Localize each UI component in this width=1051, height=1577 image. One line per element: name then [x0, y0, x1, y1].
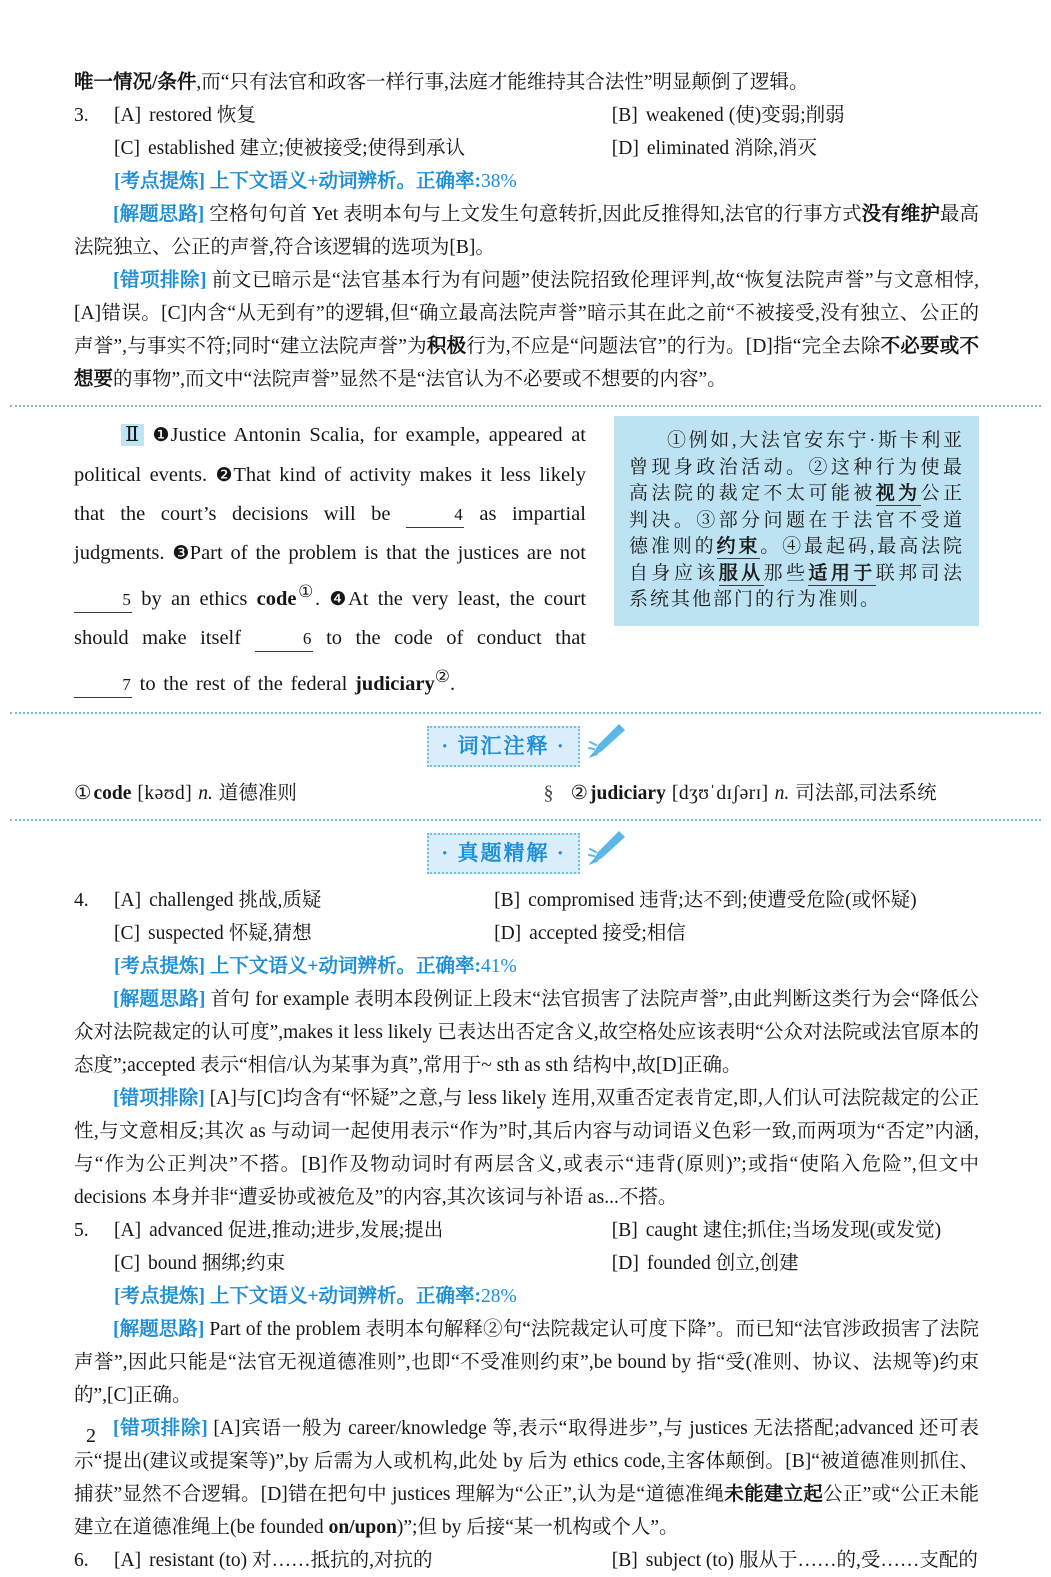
- keyword-underlined: 视为: [875, 483, 921, 504]
- option-gloss: 建立;使被接受;使得到承认: [239, 138, 465, 159]
- passage-english: Ⅱ ❶Justice Antonin Scalia, for example, appeared at political events. ❷That kind of activity makes it less likely that the court’s decisions will be 4 as impartial judgments. ❸Part of the problem is that the justices are not 5 by an ethics code①. ❹At the very least, the court should make itself 6 to the code of conduct that 7 to the rest of the federal judiciary②.: [74, 416, 586, 703]
- question-5-block: [74, 1214, 979, 1544]
- section-title: · 词汇注释 ·: [427, 726, 580, 767]
- intro-paragraph: [74, 66, 979, 99]
- elimination-paragraph: [错项排除] 前文已暗示是“法官基本行为有问题”使法院招致伦理评判,故“恢复法院声誉”与文意相悖,[A]错误。[C]内含“从无到有”的逻辑,但“确立最高法院声誉”暗示其在此之前“不被接受,没有独立、公正的声誉”,与事实不符;同时“建立法院声誉”为积极行为,不应是“问题法官”的行为。[D]指“完全去除不必要或不想要的事物”,而文中“法院声誉”显然不是“法官认为不必要或不想要的内容”。: [74, 270, 979, 390]
- accuracy-rate: 41%: [481, 956, 517, 978]
- glossed-word: judiciary: [354, 672, 435, 695]
- translation-text: ①例如,大法官安东宁·斯卡利亚曾现身政治活动。②这种行为使最高法院的裁定不太可能被视为公正判决。③部分问题在于法官不受道德准则的约束。④最起码,最高法院自身应该服从那些适用于联邦司法系统其他部门的行为准则。: [629, 430, 964, 610]
- option-label: [B]: [611, 105, 638, 126]
- solution-label: [解题思路]: [113, 989, 206, 1011]
- cloze-blank-7: 7: [74, 675, 132, 698]
- option-word: established: [148, 138, 235, 159]
- elimination-label: [错项排除]: [113, 1418, 208, 1440]
- solution-paragraph: [解题思路] 首句 for example 表明本段例证上段末“法官损害了法院声誉”,由此判断这类行为会“降低公众对法院裁定的认可度”,makes it less likely 已表达出否定含义,故空格处应该表明“公众对法院或法官原本的态度”;accepted 表示“相信/认为某事为真”,常用于~ sth as sth 结构中,故[D]正确。: [74, 989, 979, 1077]
- option-word: weakened: [645, 105, 724, 126]
- footnote-ref: ①: [296, 582, 315, 601]
- option-label: [D]: [611, 138, 639, 159]
- vocab-phonetic: [dʒʊˈdɪʃərɪ]: [671, 783, 769, 805]
- option-row: [74, 917, 979, 950]
- question-number: 4.: [74, 890, 89, 912]
- passage-section: [74, 416, 979, 703]
- vocab-pos: n.: [774, 783, 790, 805]
- sentence-number: ❶: [152, 425, 171, 446]
- section-header-vocab: [74, 723, 979, 771]
- vocab-number: ①: [74, 783, 92, 805]
- option-d: [D] accepted 接受;相信: [494, 923, 686, 945]
- vocab-phonetic: [kəʊd]: [137, 783, 193, 805]
- cloze-blank-5: 5: [74, 590, 132, 613]
- dotted-separator: [10, 819, 1041, 821]
- dotted-separator: [10, 405, 1041, 407]
- accuracy-rate: 38%: [481, 171, 517, 192]
- elimination-paragraph: [错项排除] [A]与[C]均含有“怀疑”之意,与 less likely 连用,双重否定表肯定,即,人们认可法院裁定的公正性,与文意相反;其次 as 与动词一起使用表示“作为”时,其后内容与动词语义色彩一致,而两项为“否定”内涵,与“作为公正判决”不搭。[B]作及物动词时有两层含义,或表示“违背(原则)”;或指“使陷入危险”,但文中 decisions 本身并非“遭妥协或被危及”的内容,其次该词与补语 as...不搭。: [74, 1088, 979, 1209]
- option-a: [114, 99, 612, 132]
- option-row: [74, 99, 979, 132]
- sentence-number: ❸: [172, 542, 190, 564]
- solution-paragraph: [解题思路] 空格句句首 Yet 表明本句与上文发生句意转折,因此反推得知,法官的行事方式没有维护最高法院独立、公正的声誉,符合该逻辑的选项为[B]。: [74, 204, 979, 258]
- exam-point-line: [考点提炼] 上下文语义+动词辨析。正确率:41%: [114, 956, 517, 978]
- accuracy-rate: 28%: [481, 1286, 517, 1308]
- option-b: [B] caught 逮住;抓住;当场发现(或发觉): [611, 1220, 942, 1242]
- pen-icon: [588, 723, 626, 770]
- option-word: restored: [149, 105, 212, 126]
- keyword-underlined: 适用于: [808, 562, 876, 584]
- question-3-block: [74, 99, 979, 396]
- footnote-ref: ②: [434, 666, 451, 686]
- question-number: 5.: [74, 1220, 89, 1242]
- page-number: 2: [86, 1425, 96, 1447]
- option-a: [A] resistant (to) 对……抵抗的,对抗的: [114, 1550, 433, 1572]
- option-label: [A]: [114, 105, 142, 126]
- vocab-definition: 司法部,司法系统: [795, 783, 937, 805]
- option-d: [D] founded 创立,创建: [611, 1253, 799, 1275]
- option-d: [612, 132, 817, 165]
- vocab-definition: 道德准则: [218, 783, 297, 805]
- sentence-number: ❹: [329, 588, 349, 610]
- intro-text: ,而“只有法官和政客一样行事,法庭才能维持其合法性”明显颠倒了逻辑。: [196, 72, 809, 93]
- vocab-word: code: [93, 783, 132, 805]
- option-b: [B] subject (to) 服从于……的,受……支配的: [611, 1550, 978, 1572]
- option-a: [A] advanced 促进,推动;进步,发展;提出: [114, 1220, 444, 1242]
- section-title: · 真题精解 ·: [427, 833, 580, 874]
- solution-label: [解题思路]: [113, 1319, 205, 1341]
- option-word: eliminated: [646, 138, 730, 159]
- vocab-number: ②: [570, 783, 588, 805]
- vocab-entry: [74, 777, 527, 810]
- option-gloss: 消除,消灭: [734, 138, 818, 159]
- solution-label: [解题思路]: [113, 204, 205, 225]
- exam-point-line: [考点提炼] 上下文语义+动词辨析。正确率:38%: [114, 171, 517, 192]
- glossed-word: code: [256, 587, 297, 610]
- option-row: [74, 1214, 979, 1247]
- option-c: [114, 132, 612, 165]
- question-number: 3.: [74, 105, 89, 126]
- keyword-underlined: 约束: [716, 536, 761, 557]
- elimination-label: [错项排除]: [113, 1088, 205, 1110]
- vocab-row: [74, 777, 979, 810]
- solution-paragraph: [解题思路] Part of the problem 表明本句解释②句“法院裁定认可度下降”。而已知“法官涉政损害了法院声誉”,因此只能是“法官无视道德准则”,也即“不受准则约束”,be bound by 指“受(准则、协议、法规等)约束的”,[C]正确。: [74, 1319, 979, 1407]
- sentence-number: ❷: [215, 464, 234, 486]
- option-b: [612, 99, 845, 132]
- option-row: [74, 1544, 979, 1577]
- intro-bold: 唯一情况/条件: [74, 72, 197, 93]
- option-a: [A] challenged 挑战,质疑: [114, 890, 322, 912]
- elimination-paragraph: [错项排除] [A]宾语一般为 career/knowledge 等,表示“取得进步”,与 justices 无法搭配;advanced 还可表示“提出(建议或提案等)”,by 后需为人或机构,此处 by 后为 ethics code,主客体颠倒。[B]“被道德准则抓住、捕获”显然不合逻辑。[D]错在把句中 justices 理解为“公正”,认为是“道德准绳未能建立起公正”或“公正未能建立在道德准绳上(be founded on/upon)”;但 by 后接“某一机构或个人”。: [74, 1418, 979, 1539]
- question-number: 6.: [74, 1550, 89, 1572]
- translation-box: [614, 416, 979, 626]
- vocab-word: judiciary: [589, 783, 666, 805]
- vocab-entry: [571, 777, 937, 810]
- cloze-blank-4: 4: [406, 505, 464, 528]
- option-c: [C] suspected 怀疑,猜想: [114, 923, 312, 945]
- vocab-pos: n.: [198, 783, 213, 805]
- keyword-underlined: 服从: [718, 562, 764, 584]
- option-c: [C] bound 捆绑;约束: [114, 1253, 286, 1275]
- option-label: [C]: [114, 138, 140, 159]
- section-header-analysis: [74, 830, 979, 878]
- dotted-separator: [10, 712, 1041, 714]
- option-gloss: (使)变弱;削弱: [728, 105, 845, 126]
- pen-icon: [588, 830, 626, 877]
- vocab-divider: §: [543, 782, 554, 805]
- question-4-block: [74, 884, 979, 1214]
- cloze-blank-6: 6: [255, 629, 313, 652]
- question-6-block: [74, 1544, 979, 1577]
- option-row: [74, 884, 979, 917]
- option-gloss: 恢复: [216, 105, 256, 126]
- exam-point-line: [考点提炼] 上下文语义+动词辨析。正确率:28%: [114, 1286, 517, 1308]
- option-b: [B] compromised 违背;达不到;使遭受危险(或怀疑): [494, 890, 917, 912]
- option-row: [74, 132, 979, 165]
- paragraph-marker: Ⅱ: [121, 424, 144, 446]
- elimination-label: [错项排除]: [113, 270, 207, 291]
- option-row: [74, 1247, 979, 1280]
